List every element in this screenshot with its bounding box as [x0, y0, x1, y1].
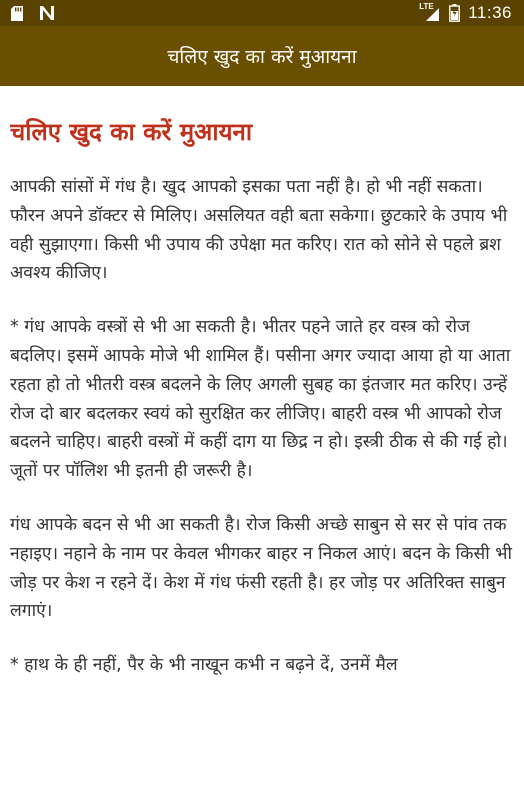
app-bar-title: चलिए खुद का करें मुआयना — [167, 46, 357, 68]
network-type-label: LTE — [419, 2, 434, 11]
sd-card-icon — [10, 5, 24, 22]
article-paragraph-3: गंध आपके बदन से भी आ सकती है। रोज किसी अच्छे साबुन से सर से पांव तक नहाइए। नहाने के नाम पर केवल भीगकर बाहर न निकल आएं। बदन के किसी भी जोड़ पर केश न रहने दें। केश में गंध फंसी रहती है। हर जोड़ पर अतिरिक्त साबुन लगाएं। — [10, 514, 513, 622]
app-bar — [0, 26, 524, 86]
article-paragraph-2: * गंध आपके वस्त्रों से भी आ सकती है। भीतर पहने जाते हर वस्त्र को रोज बदलिए। इसमें आपके मोजे भी शामिल हैं। पसीना अगर ज्यादा आया हो या आता रहता हो तो भीतरी वस्त्र बदलने के लिए अगली सुबह का इंतजार मत करिए। उन्हें रोज दो बार बदलकर स्वयं को सुरक्षित कर लीजिए। बाहरी वस्त्र भी आपको रोज बदलने चाहिए। बाहरी वस्त्रों में कहीं दाग या छिद्र न हो। इस्त्री ठीक से की गई हो। जूतों पर पॉलिश भी इतनी ही जरूरी है। — [10, 317, 511, 482]
lte-signal-icon — [419, 4, 441, 22]
status-right-icons — [419, 3, 512, 23]
clock: 11:36 — [468, 3, 512, 22]
article-paragraph-4: * हाथ के ही नहीं, पैर के भी नाखून कभी न बढ़ने दें, उनमें मैल — [10, 655, 398, 676]
status-bar — [0, 0, 524, 26]
status-left-icons — [10, 5, 56, 22]
n-notification-icon — [38, 5, 56, 21]
battery-icon — [449, 4, 460, 22]
article-content[interactable] — [10, 86, 516, 800]
article-heading: चलिए खुद का करें मुआयना — [10, 118, 253, 146]
article-paragraph-1: आपकी सांसों में गंध है। खुद आपको इसका पता नहीं है। हो भी नहीं सकता। फौरन अपने डॉक्टर से मिलिए। असलियत वही बता सकेगा। छुटकारे के उपाय भी वही सुझाएगा। किसी भी उपाय की उपेक्षा मत करिए। रात को सोने से पहले ब्रश अवश्य कीजिए। — [10, 177, 508, 284]
